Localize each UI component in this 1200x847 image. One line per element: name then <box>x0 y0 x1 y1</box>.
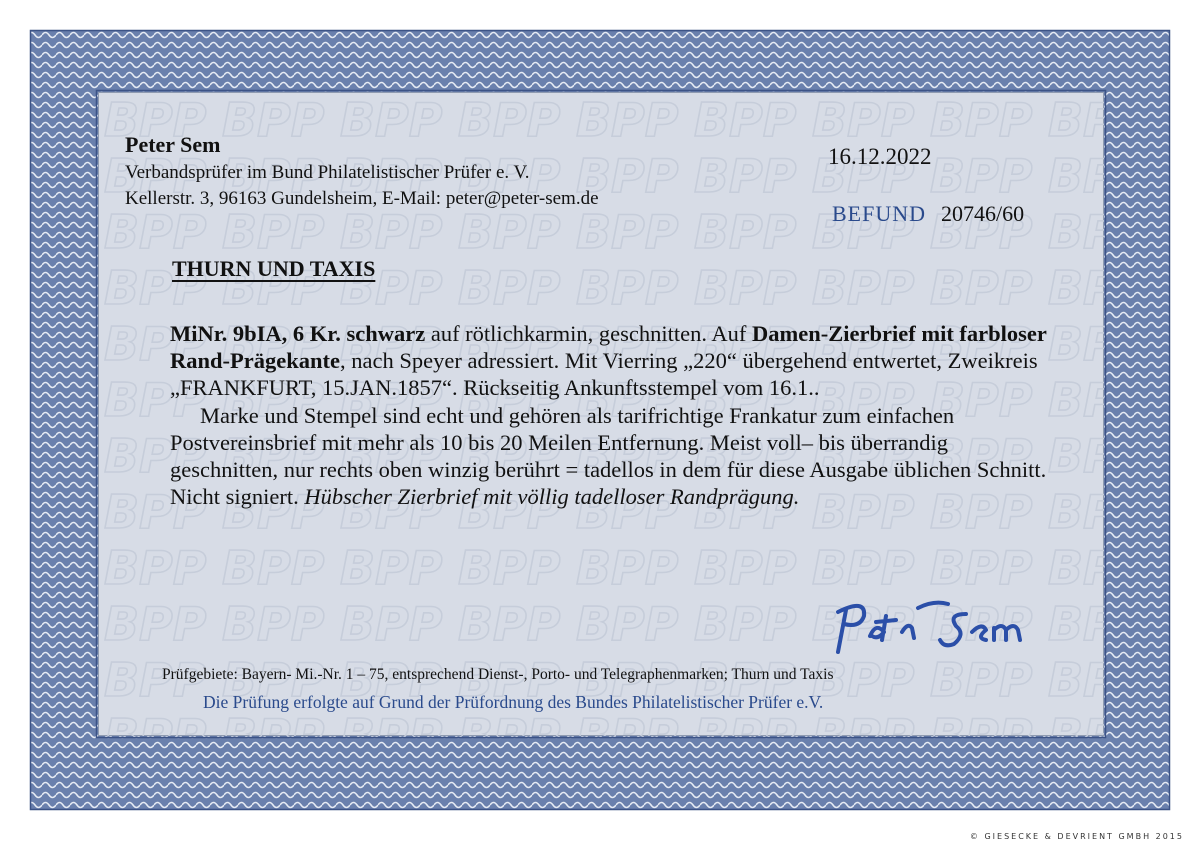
certificate-number: 20746/60 <box>941 201 1025 226</box>
stamp-id: MiNr. 9bIA, 6 Kr. schwarz <box>170 321 426 346</box>
cover-type: Damen-Zierbrief mit farbloser Rand-Prägekante <box>170 321 1047 374</box>
pruefgebiete-line: Prüfgebiete: Bayern- Mi.-Nr. 1 – 75, entsprechend Dienst-, Porto- und Telegraphenmarken; Thurn und Taxis <box>162 666 834 683</box>
issuer-name: Peter Sem <box>125 132 221 157</box>
description-text-2: , nach Speyer adressiert. Mit Vierring „220“ übergehend entwertet, Zweikreis „FRANKFURT, 15.JAN.1857“. Rückseitig Ankunftsstempel vom 16.1.. <box>170 348 1038 401</box>
assessment-text: Marke und Stempel sind echt und gehören als tarifrichtige Frankatur zum einfachen Postvereinsbrief mit mehr als 10 bis 20 Meilen Entfernung. Meist voll– bis überrandig geschnitten, nur rechts oben winzig berührt = tadellos in dem für diese Ausgabe üblichen Schnitt. Nicht signiert. <box>170 402 1047 510</box>
description-paragraph <box>170 320 1050 402</box>
section-heading: THURN UND TAXIS <box>172 256 376 281</box>
assessment-paragraph <box>170 402 1050 511</box>
signature <box>816 592 1056 662</box>
description-text: auf rötlichkarmin, geschnitten. Auf <box>425 321 752 346</box>
printer-imprint: © GIESECKE & DEVRIENT GMBH 2015 <box>969 832 1184 841</box>
certificate-type: BEFUND <box>832 201 927 226</box>
assessment-italic: Hübscher Zierbrief mit völlig tadelloser Randprägung. <box>304 484 800 510</box>
issuer-affiliation: Verbandsprüfer im Bund Philatelistischer Prüfer e. V. <box>125 162 530 183</box>
certificate-body <box>170 320 1050 510</box>
certificate-date: 16.12.2022 <box>828 144 932 169</box>
pruefordnung-line: Die Prüfung erfolgte auf Grund der Prüfordnung des Bundes Philatelistischer Prüfer e.V. <box>203 692 824 712</box>
certificate-panel <box>98 92 1104 736</box>
issuer-address: Kellerstr. 3, 96163 Gundelsheim, E-Mail: peter@peter-sem.de <box>125 188 599 209</box>
